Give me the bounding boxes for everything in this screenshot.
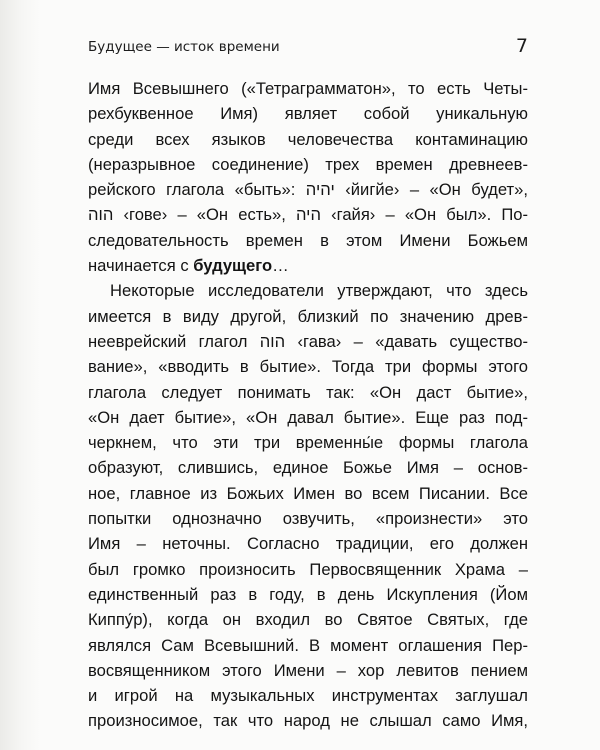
text-line: единственный раз в году, в день Искупления (Йом: [88, 584, 528, 604]
text-line: Имя Всевышнего («Тетраграмматон», то есть Четы-: [88, 79, 528, 98]
text-line: нееврейский глагол הוה ‹гава› – «давать существо-: [88, 331, 528, 351]
text-line: «Он дает бытие», «Он давал бытие». Еще раз под-: [88, 407, 528, 427]
text-line-last: [88, 253, 528, 278]
paragraph-2: [88, 278, 528, 733]
text-line: Киппу́р), когда он входил во Святое Святых, где: [88, 610, 528, 630]
running-title: Будущее — исток времени: [88, 39, 280, 55]
text-line: являлся Сам Всевышний. В момент оглашения Пер-: [88, 635, 528, 655]
text-line: имеется в виду другой, близкий по значению древ-: [88, 306, 528, 326]
text-line: произносимое, так что народ не слышал само Имя,: [88, 711, 528, 731]
text-line: Некоторые исследователи утверждают, что здесь: [110, 281, 528, 301]
text-fragment: …: [272, 256, 289, 276]
text-line: ное, главное из Божьих Имен во всем Писании. Все: [88, 483, 528, 503]
text-line: рейского глагола «быть»: יהיה ‹йигйе› – «Он будет»,: [88, 180, 528, 200]
text-line: Имя – неточны. Согласно традиции, его должен: [88, 534, 528, 554]
page-header: [88, 36, 528, 60]
text-fragment: начинается с: [88, 256, 194, 276]
text-line: глагола следует понимать так: «Он даст бытие»,: [88, 382, 528, 402]
text-line: рехбуквенное Имя) являет собой уникальную: [88, 104, 528, 124]
text-line: следовательность времен в этом Имени Божьем: [88, 230, 528, 250]
text-line: был громко произносить Первосвященник Храма –: [88, 559, 528, 579]
text-line: попытки однозначно озвучить, «произнести» это: [88, 509, 528, 529]
text-line: и игрой на музыкальных инструментах заглушал: [88, 686, 528, 706]
text-line: вание», «вводить в бытие». Тогда три формы этого: [88, 357, 528, 377]
text-line: восвященником этого Имени – хор левитов пением: [88, 660, 528, 680]
text-line: (неразрывное соединение) трех времен древнеев-: [88, 154, 528, 174]
text-line: образуют, слившись, единое Божье Имя – основ-: [88, 458, 528, 478]
page-number: 7: [515, 35, 528, 57]
text-line: среди всех языков человечества контаминацию: [88, 129, 528, 149]
text-line: הוה ‹гове› – «Он есть», היה ‹гайя› – «Он был». По-: [88, 205, 529, 225]
paragraph-1: [88, 76, 528, 278]
page-gutter-shadow: [0, 0, 40, 750]
text-line: черкнем, что эти три временны́е формы глагола: [88, 433, 528, 453]
emphasized-word: будущего: [193, 256, 273, 276]
body-text: [88, 76, 528, 734]
